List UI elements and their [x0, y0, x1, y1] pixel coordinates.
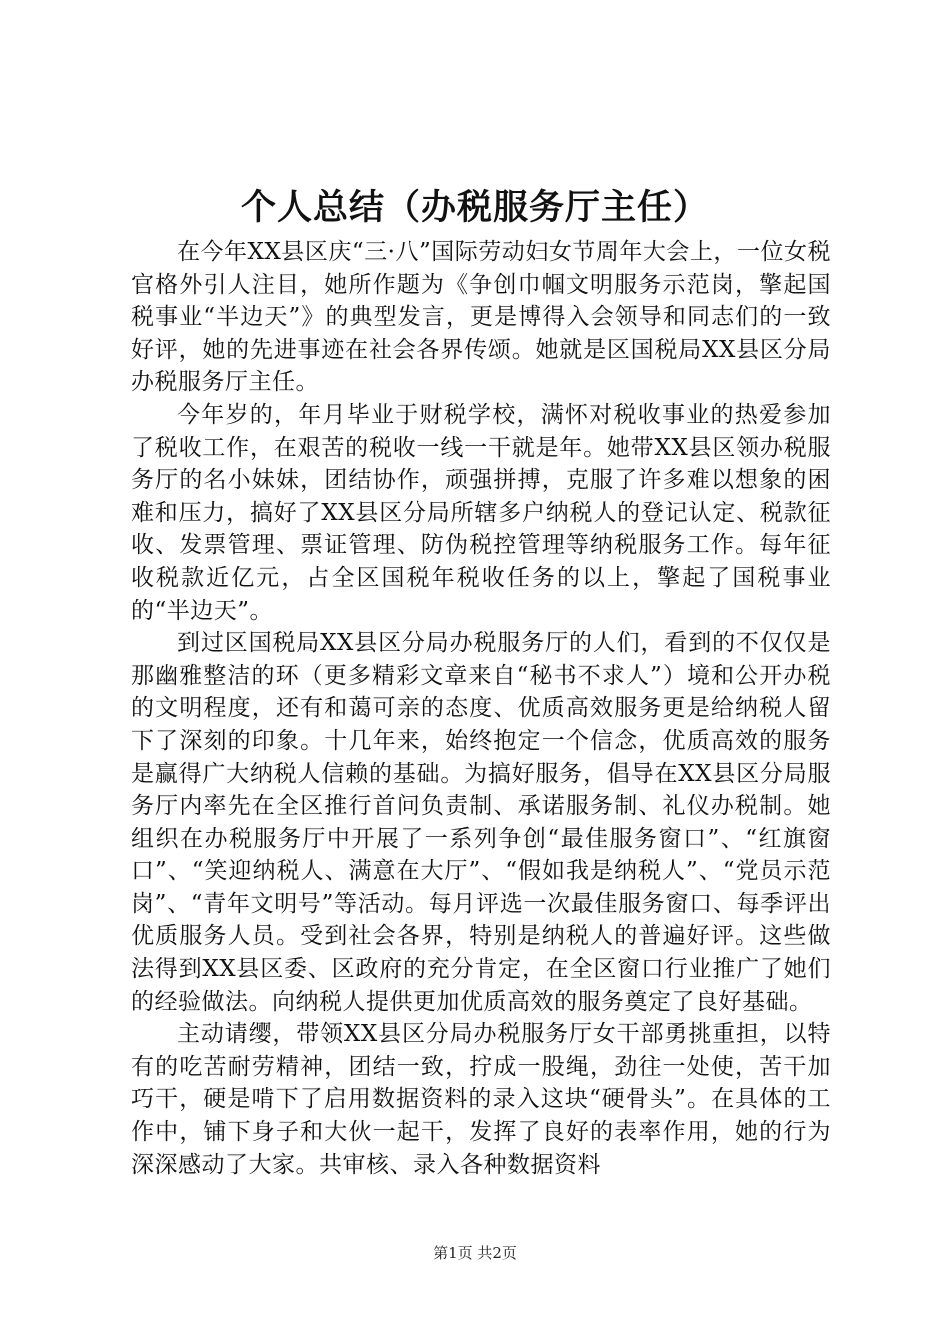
- paragraph-3: 到过区国税局XX县区分局办税服务厅的人们，看到的不仅仅是那幽雅整洁的环（更多精彩文章来自“秘书不求人”）境和公开办税的文明程度，还有和蔼可亲的态度、优质高效服务更是给纳税人留下了深刻的印象。十几年来，始终抱定一个信念，优质高效的服务是赢得广大纳税人信赖的基础。为搞好服务，倡导在XX县区分局服务厅内率先在全区推行首问负责制、承诺服务制、礼仪办税制。她组织在办税服务厅中开展了一系列争创“最佳服务窗口”、“红旗窗口”、“笑迎纳税人、满意在大厅”、“假如我是纳税人”、“党员示范岗”、“青年文明号”等活动。每月评选一次最佳服务窗口、每季评出优质服务人员。受到社会各界，特别是纳税人的普遍好评。这些做法得到XX县区委、区政府的充分肯定，在全区窗口行业推广了她们的经验做法。向纳税人提供更加优质高效的服务奠定了良好基础。: [131, 630, 831, 1015]
- paragraph-2: 今年岁的，年月毕业于财税学校，满怀对税收事业的热爱参加了税收工作，在艰苦的税收一线一干就是年。她带XX县区领办税服务厅的名小妹妹，团结协作，顽强拼搏，克服了许多难以想象的困难和压力，搞好了XX县区分局所辖多户纳税人的登记认定、税款征收、发票管理、票证管理、防伪税控管理等纳税服务工作。每年征收税款近亿元，占全区国税年税收任务的以上，擎起了国税事业的“半边天”。: [131, 401, 831, 624]
- paragraph-1: 在今年XX县区庆“三·八”国际劳动妇女节周年大会上，一位女税官格外引人注目，她所作题为《争创巾帼文明服务示范岗，擎起国税事业“半边天”》的典型发言，更是博得入会领导和同志们的一致好评，她的先进事迹在社会各界传颂。她就是区国税局XX县区分局办税服务厅主任。: [131, 239, 831, 396]
- paragraph-4: 主动请缨，带领XX县区分局办税服务厅女干部勇挑重担，以特有的吃苦耐劳精神，团结一致，拧成一股绳，劲往一处使，苦干加巧干，硬是啃下了启用数据资料的录入这块“硬骨头”。在具体的工作中，铺下身子和大伙一起干，发挥了良好的表率作用，她的行为深深感动了大家。共审核、录入各种数据资料: [131, 1021, 831, 1178]
- page-number-footer: 第1页 共2页: [433, 1244, 517, 1262]
- document-body: [131, 236, 831, 1181]
- document-title: 个人总结（办税服务厅主任）: [240, 187, 709, 228]
